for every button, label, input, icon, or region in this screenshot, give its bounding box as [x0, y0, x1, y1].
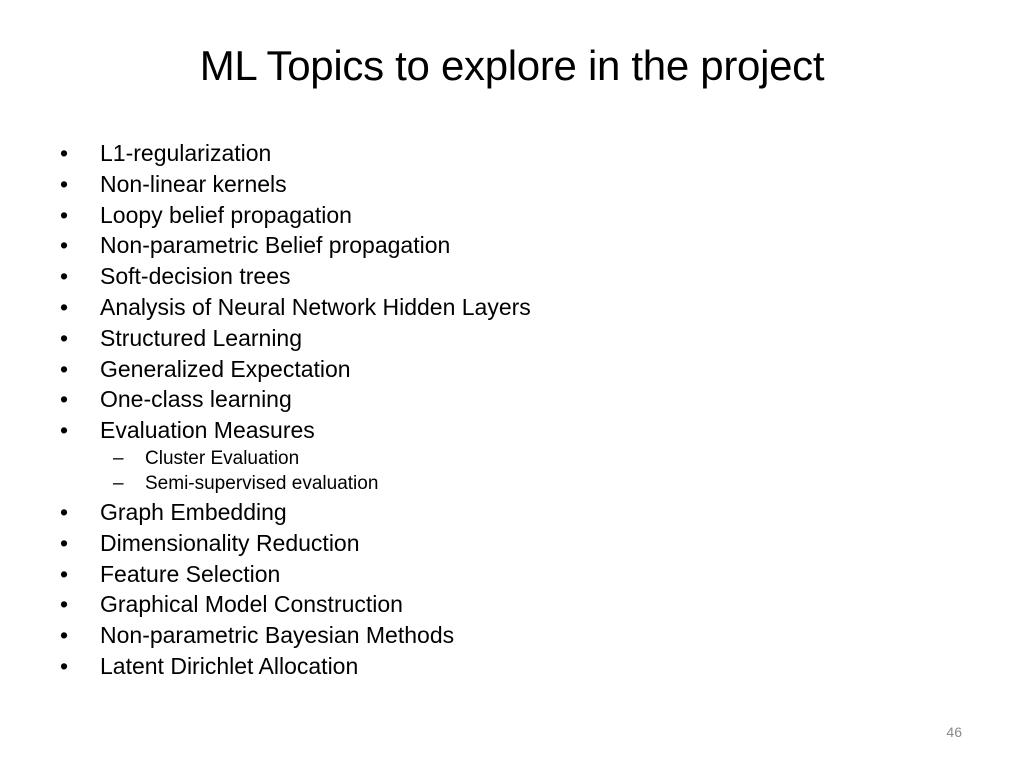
- list-item-label: One-class learning: [100, 386, 292, 413]
- bullet-marker: •: [60, 652, 69, 679]
- bullet-marker: •: [60, 529, 69, 556]
- list-item-label: Soft-decision trees: [100, 263, 291, 290]
- list-item: [56, 230, 956, 261]
- list-item: [56, 620, 956, 651]
- dash-marker: –: [113, 473, 124, 495]
- list-item-label: Non-parametric Belief propagation: [100, 232, 451, 259]
- list-item: [56, 559, 956, 590]
- sub-list-item: [56, 471, 956, 497]
- list-item-label: Structured Learning: [100, 324, 303, 351]
- slide-title: ML Topics to explore in the project: [199, 42, 825, 89]
- dash-marker: –: [113, 447, 124, 469]
- list-item: [56, 528, 956, 559]
- list-item: [56, 138, 956, 169]
- sub-list-item: [56, 446, 956, 472]
- list-item-label: Loopy belief propagation: [100, 201, 352, 228]
- bullet-marker: •: [60, 324, 69, 351]
- list-item-label: Graph Embedding: [100, 498, 287, 525]
- list-item-label: Non-linear kernels: [100, 170, 287, 197]
- list-item: [56, 497, 956, 528]
- bullet-marker: •: [60, 293, 69, 320]
- bullet-marker: •: [60, 417, 69, 444]
- list-item: [56, 323, 956, 354]
- bullet-marker: •: [60, 386, 69, 413]
- list-item-label: Feature Selection: [100, 560, 281, 587]
- list-item: [56, 589, 956, 620]
- bullet-marker: •: [60, 498, 69, 525]
- slide-number: 46: [946, 724, 962, 740]
- list-item: [56, 292, 956, 323]
- bullet-marker: •: [60, 263, 69, 290]
- list-item: [56, 651, 956, 682]
- bullet-marker: •: [60, 355, 69, 382]
- bullet-marker: •: [60, 140, 69, 166]
- bullet-marker: •: [60, 170, 69, 197]
- sub-list-item-label: Cluster Evaluation: [145, 447, 300, 469]
- bullet-marker: •: [60, 622, 69, 649]
- list-item: [56, 200, 956, 231]
- list-item: [56, 415, 956, 446]
- list-item-label: Generalized Expectation: [100, 355, 351, 382]
- bullet-marker: •: [60, 201, 69, 228]
- list-item: [56, 169, 956, 200]
- list-item: [56, 354, 956, 385]
- list-item-label: Graphical Model Construction: [100, 591, 403, 618]
- sub-list-item-label: Semi-supervised evaluation: [145, 473, 379, 495]
- list-item-label: Evaluation Measures: [100, 417, 315, 444]
- list-item-label: Analysis of Neural Network Hidden Layers: [100, 293, 531, 320]
- list-item-label: Latent Dirichlet Allocation: [100, 652, 359, 679]
- bullet-marker: •: [60, 591, 69, 618]
- bullet-marker: •: [60, 232, 69, 259]
- list-item-label: Non-parametric Bayesian Methods: [100, 622, 455, 649]
- list-item: [56, 261, 956, 292]
- list-item-label: L1-regularization: [100, 140, 272, 166]
- list-item: [56, 384, 956, 415]
- bullet-marker: •: [60, 560, 69, 587]
- bullet-list: [56, 138, 956, 682]
- list-item-label: Dimensionality Reduction: [100, 529, 360, 556]
